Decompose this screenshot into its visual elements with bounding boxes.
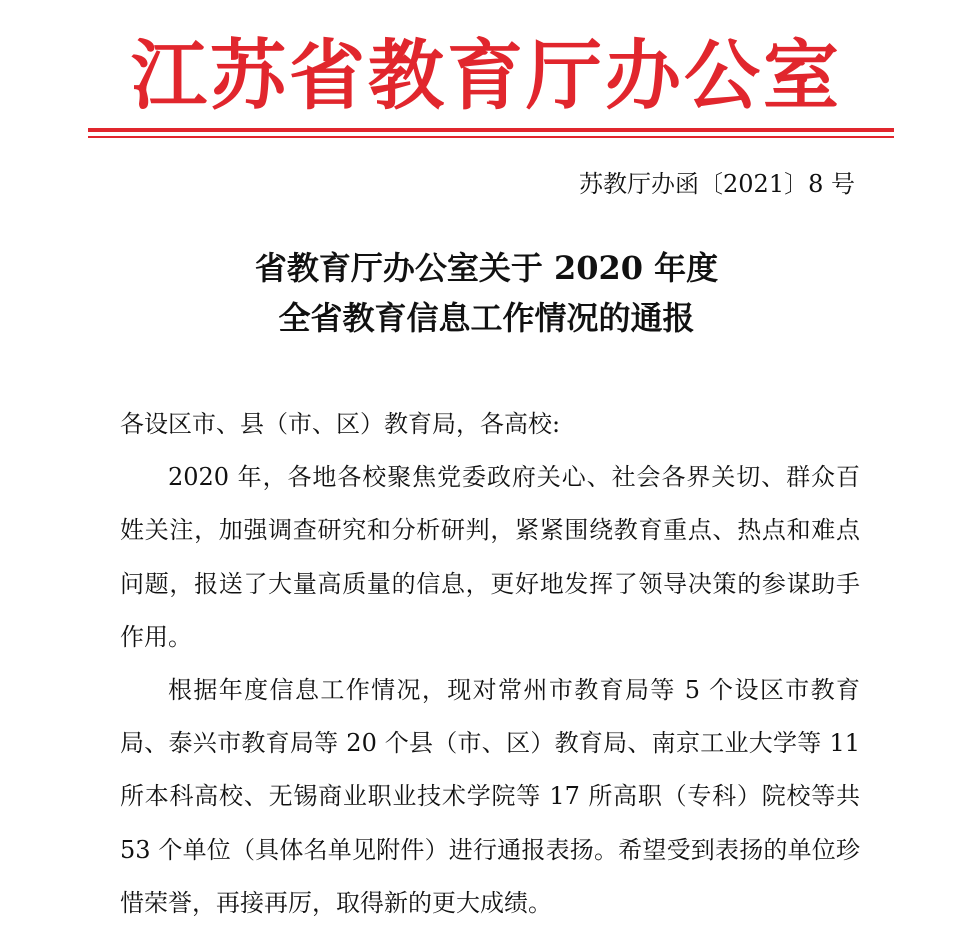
masthead-rule-thin: [88, 136, 894, 138]
salutation: 各设区市、县（市、区）教育局，各高校:: [120, 410, 561, 438]
masthead-org-name: 江苏省教育厅办公室: [131, 31, 842, 120]
paragraph-2: 根据年度信息工作情况，现对常州市教育局等 5 个设区市教育局、泰兴市教育局等 20 个县（市、区）教育局、南京工业大学等 11 所本科高校、无锡商业职业技术学院等 17 所高职（专科）院校等共 53 个单位（具体名单见附件）进行通报表扬。希望受到表扬的单位珍惜荣誉，再接再厉，取得新的更大成绩。: [120, 676, 860, 917]
masthead-rule-thick: [88, 128, 894, 132]
paragraph-1: 2020 年，各地各校聚焦党委政府关心、社会各界关切、群众百姓关注，加强调查研究和分析研判，紧紧围绕教育重点、热点和难点问题，报送了大量高质量的信息，更好地发挥了领导决策的参谋助手作用。: [120, 463, 860, 651]
document-number: 苏教厅办函〔2021〕8 号: [579, 170, 855, 198]
document-title-line-1: 省教育厅办公室关于 2020 年度: [254, 249, 719, 287]
document-title-line-2: 全省教育信息工作情况的通报: [278, 299, 695, 337]
document-body: [120, 398, 860, 930]
